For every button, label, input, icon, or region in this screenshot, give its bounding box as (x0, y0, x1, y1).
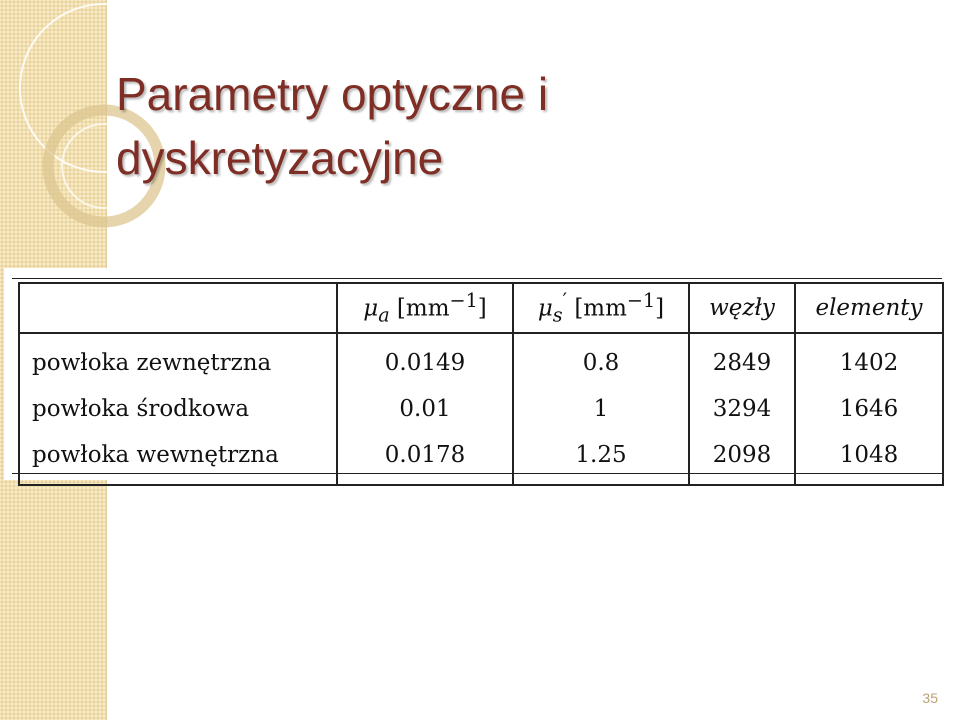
cell-mu-s: 0.8 (513, 333, 689, 386)
table-header-row (19, 283, 943, 333)
cell-nodes: 2849 (689, 333, 795, 386)
cell-mu-a: 0.0149 (337, 333, 513, 386)
parameters-table (18, 282, 944, 486)
row-label: powłoka środkowa (19, 386, 337, 432)
cell-mu-s: 1 (513, 386, 689, 432)
header-elements: elementy (795, 283, 943, 333)
row-label: powłoka zewnętrzna (19, 333, 337, 386)
cell-elements: 1048 (795, 432, 943, 485)
header-row-label (19, 283, 337, 333)
cell-elements: 1402 (795, 333, 943, 386)
cell-mu-s: 1.25 (513, 432, 689, 485)
table-image-panel (4, 268, 948, 480)
cell-mu-a: 0.01 (337, 386, 513, 432)
header-nodes: węzły (689, 283, 795, 333)
cell-elements: 1646 (795, 386, 943, 432)
slide-title: Parametry optyczne i dyskretyzacyjne (116, 68, 549, 184)
header-mu-s-prime: $\mu_s'$ $[mm^{-1}]$ (513, 283, 689, 333)
table-row (19, 333, 943, 386)
row-label: powłoka wewnętrzna (19, 432, 337, 485)
cell-nodes: 2098 (689, 432, 795, 485)
page-number: 35 (922, 690, 938, 706)
header-mu-a: $\mu_a$ $[mm^{-1}]$ (337, 283, 513, 333)
table-row (19, 432, 943, 485)
table-row (19, 386, 943, 432)
cell-nodes: 3294 (689, 386, 795, 432)
cell-mu-a: 0.0178 (337, 432, 513, 485)
